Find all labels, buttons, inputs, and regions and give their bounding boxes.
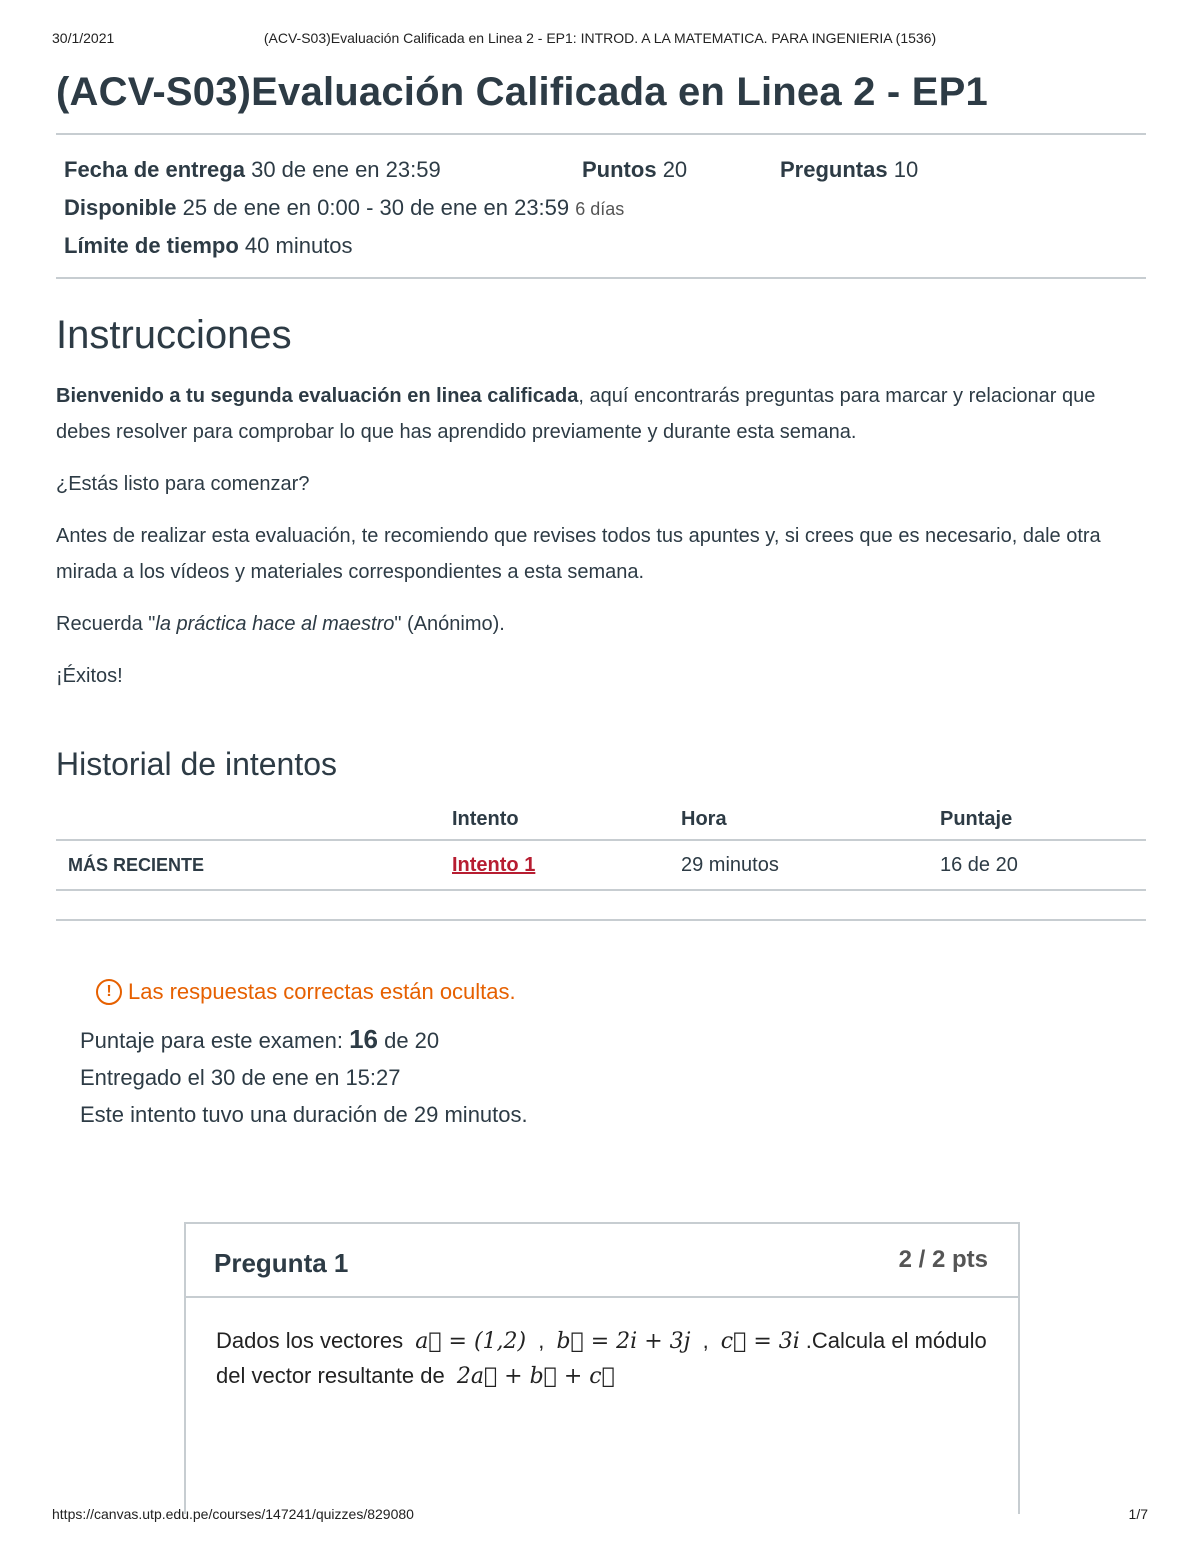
question-text-a: Dados los vectores: [216, 1328, 404, 1353]
available-value: 25 de ene en 0:00 - 30 de ene en 23:59: [182, 195, 570, 220]
quote-post: " (Anónimo).: [394, 613, 505, 635]
recent-label: MÁS RECIENTE: [56, 840, 440, 890]
welcome-rest: , aquí encontrarás preguntas para marcar y relacionar que debes resolver para comprobar lo que has aprendido previamente y durante esta semana.: [56, 385, 1096, 443]
column-header: Intento: [440, 799, 669, 840]
score-pre: Puntaje para este examen:: [80, 1028, 350, 1053]
warning-text: Las respuestas correctas están ocultas.: [128, 979, 516, 1004]
attempts-table: [56, 799, 1146, 891]
score-post: de 20: [377, 1028, 440, 1053]
time-limit-label: Límite de tiempo: [64, 233, 239, 258]
points-value: 20: [662, 157, 688, 182]
answers-hidden-warning: [96, 979, 1146, 1005]
print-doc-title: (ACV-S03)Evaluación Calificada en Linea 2 - EP1: INTROD. A LA MATEMATICA. PARA INGENIERIA (1536): [263, 30, 937, 46]
question-text-c: del vector resultante de: [216, 1363, 445, 1388]
question-line-2: [216, 1359, 988, 1394]
question-title: Pregunta 1: [214, 1248, 349, 1278]
question-points: 2 / 2 pts: [898, 1246, 988, 1273]
warning-icon: !: [96, 979, 122, 1005]
history-heading: Historial de intentos: [56, 746, 338, 782]
success-text: ¡Éxitos!: [56, 665, 123, 687]
question-text-b: .Calcula el módulo: [805, 1328, 987, 1353]
due-value: 30 de ene en 23:59: [251, 157, 441, 182]
available-label: Disponible: [64, 195, 177, 220]
submitted-line: Entregado el 30 de ene en 15:27: [80, 1065, 401, 1090]
table-row: [56, 840, 1146, 890]
column-header: Puntaje: [928, 799, 1146, 840]
attempt-time: 29 minutos: [669, 840, 928, 890]
points-label: Puntos: [582, 157, 657, 182]
question-header: [186, 1224, 1018, 1298]
table-header-row: [56, 799, 1146, 840]
column-header: [56, 799, 440, 840]
question-card: [184, 1222, 1020, 1514]
attempt-score: 16 de 20: [928, 840, 1146, 890]
ready-question: ¿Estás listo para comenzar?: [56, 473, 310, 495]
due-label: Fecha de entrega: [64, 157, 245, 182]
page-number: 1/7: [1128, 1506, 1148, 1522]
divider: [56, 277, 1146, 279]
quote-italic: la práctica hace al maestro: [155, 613, 395, 635]
instructions-heading: Instrucciones: [56, 313, 292, 357]
vector-expression: 2a⃗ + b⃗ + c⃗: [456, 1364, 615, 1389]
quiz-details: [56, 135, 1146, 265]
available-days: 6 días: [575, 199, 625, 219]
print-footer: [52, 1506, 1148, 1526]
question-body: [186, 1298, 1018, 1420]
attempt-link[interactable]: Intento 1: [452, 853, 536, 876]
recommendation-text: Antes de realizar esta evaluación, te recomiendo que revises todos tus apuntes y, si crees que es necesario, dale otra mirada a los vídeos y materiales correspondientes a esta semana.: [56, 525, 1101, 583]
quote-text: [56, 606, 1146, 642]
main-content: [56, 60, 1146, 1133]
divider: [56, 919, 1146, 921]
score-value: 16: [349, 1024, 378, 1054]
quiz-title: (ACV-S03)Evaluación Calificada en Linea 2 - EP1: [56, 70, 988, 114]
print-url: https://canvas.utp.edu.pe/courses/147241/quizzes/829080: [52, 1506, 414, 1522]
print-date: 30/1/2021: [52, 30, 115, 46]
duration-line: Este intento tuvo una duración de 29 minutos.: [80, 1102, 528, 1127]
score-line: [80, 1021, 1146, 1059]
vector-c: c⃗ = 3i: [720, 1329, 800, 1354]
questions-label: Preguntas: [780, 157, 888, 182]
welcome-text: Bienvenido a tu segunda evaluación en linea calificada: [56, 385, 579, 407]
time-limit-value: 40 minutos: [244, 233, 353, 258]
column-header: Hora: [669, 799, 928, 840]
vector-a: a⃗ = (1,2): [415, 1329, 527, 1354]
question-line-1: Dados los vectores a⃗ = (1,2) , b⃗ = 2i + 3j , c⃗ = 3i .Calcula el módulo: [216, 1328, 987, 1354]
vector-b: b⃗ = 2i + 3j: [556, 1329, 691, 1354]
questions-value: 10: [893, 157, 919, 182]
quote-pre: Recuerda ": [56, 613, 156, 635]
print-header: [52, 30, 1148, 50]
instructions-paragraph: [56, 378, 1146, 450]
attempt-summary: [80, 1021, 1146, 1133]
